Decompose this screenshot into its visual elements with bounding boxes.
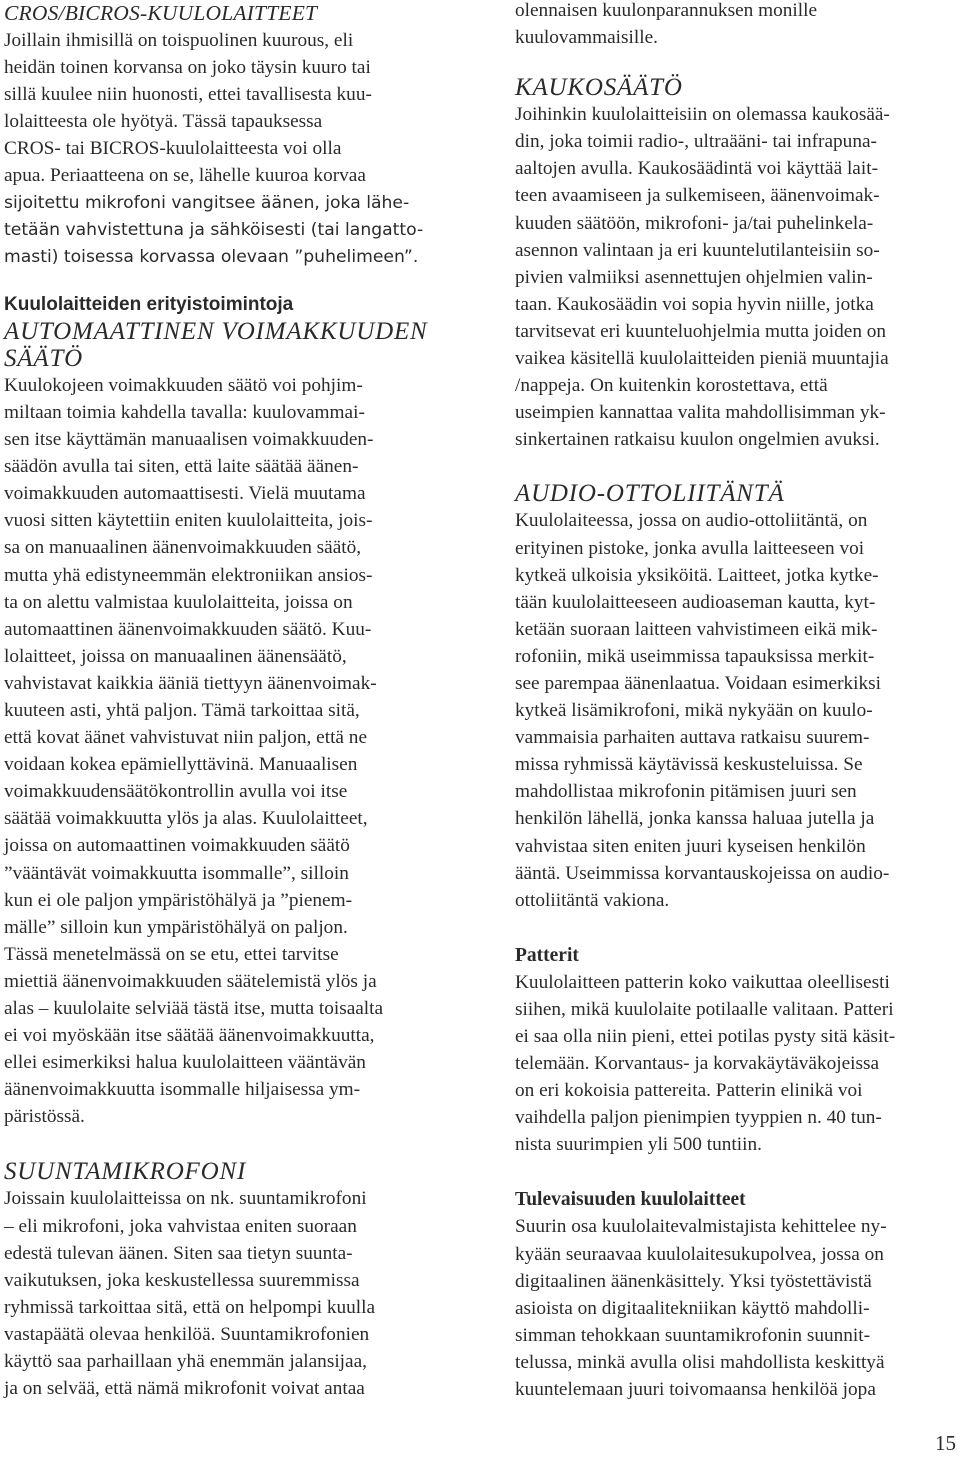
text-line: erityinen pistoke, jonka avulla laitteeseen voi [515, 537, 865, 559]
text-line: ottoliitäntä vakiona. [515, 889, 670, 911]
text-line: ta on alettu valmistaa kuulolaitteita, joissa on [4, 591, 353, 613]
text-line: ei saa olla niin pieni, ettei potilas pysty sitä käsit- [515, 1026, 896, 1047]
text-line: vammaisia parhaiten auttava ratkaisu suurem- [515, 727, 870, 749]
text-line: sinkertainen ratkaisu kuulon ongelmien avuksi. [515, 429, 880, 451]
text-line: sen itse käyttämän manuaalisen voimakkuuden- [4, 429, 374, 451]
text-line: – eli mikrofoni, joka vahvistaa eniten suoraan [4, 1215, 357, 1237]
section-heading: Patterit [515, 944, 579, 966]
text-line: että kovat äänet vahvistuvat niin paljon, että ne [4, 727, 368, 749]
text-line: heidän toinen korvansa on joko täysin kuuro tai [4, 57, 371, 79]
section-heading: Kuulolaitteiden erityistoimintoja [4, 293, 294, 315]
text-line: alas – kuulolaite selviää tästä itse, mutta toisaalta [4, 998, 384, 1019]
text-line: aaltojen avulla. Kaukosäädintä voi käyttää lait- [515, 158, 878, 180]
text-line: mälle” silloin kun ympäristöhälyä on paljon. [4, 916, 348, 938]
page-number: 15 [935, 1431, 956, 1455]
text-line: Kuulolaiteessa, jossa on audio-ottoliitäntä, on [515, 510, 868, 532]
text-line: teen avaamiseen ja sulkemiseen, äänenvoimak- [515, 185, 880, 207]
text-line: sijoitettu mikrofoni vangitsee äänen, joka lähe- [4, 192, 410, 213]
text-line: Suurin osa kuulolaitevalmistajista kehittelee ny- [515, 1216, 887, 1238]
text-line: asennon valintaan ja eri kuuntelutilanteisiin so- [515, 239, 880, 261]
text-line: voidaan kokea epämiellyttävinä. Manuaalisen [4, 754, 358, 776]
text-line: edestä tulevan äänen. Siten saa tietyn suunta- [4, 1242, 353, 1264]
text-line: CROS- tai BICROS-kuulolaitteesta voi olla [4, 138, 342, 160]
text-line: vahvistavat kaikkia ääniä tiettyyn äänenvoimak- [4, 672, 377, 694]
text-line: kuulovammaisille. [515, 27, 658, 49]
text-line: ei voi myöskään itse säätää äänenvoimakkuutta, [4, 1025, 375, 1047]
text-line: Kuulolaitteen patterin koko vaikuttaa oleellisesti [515, 971, 890, 993]
text-line: vaihdella paljon pienimpien tyyppien n. 40 tun- [515, 1107, 882, 1129]
continuation-text [515, 0, 957, 51]
text-line: simman tehokkaan suuntamikrofonin suunnit- [515, 1324, 871, 1346]
text-line: päristössä. [4, 1106, 85, 1128]
section-heading: AUDIO-OTTOLIITÄNTÄ [515, 480, 785, 508]
section-heading: KAUKOSÄÄTÖ [515, 74, 683, 102]
text-line: lolaitteet, joissa on manuaalinen äänensäätö, [4, 645, 347, 667]
section-heading: CROS/BICROS-KUULOLAITTEET [4, 1, 318, 25]
text-line: ryhmissä tarkoittaa sitä, että on helpompi kuulla [4, 1296, 376, 1318]
text-line: asioista on digitaalitekniikan käyttö mahdolli- [515, 1297, 870, 1319]
text-line: säätää voimakkuutta ylös ja alas. Kuulolaitteet, [4, 808, 368, 830]
text-line: tetään vahvistettuna ja sähköisesti (tai langatto- [4, 219, 424, 240]
text-line: siihen, mikä kuulolaite potilaalle valitaan. Patteri [515, 998, 894, 1020]
text-line: nista suurimpien yli 500 tuntiin. [515, 1134, 762, 1156]
text-line: Joihinkin kuulolaitteisiin on olemassa kaukosää- [515, 104, 890, 126]
text-line: äänenvoimakkuutta isommalle hiljaisessa ym- [4, 1079, 361, 1101]
text-line: ja on selvää, että nämä mikrofonit voivat antaa [4, 1378, 365, 1400]
text-line: käyttö saa parhaillaan yhä enemmän jalansijaa, [4, 1351, 367, 1373]
text-line: kytkeä ulkoisia yksiköitä. Laitteet, jotka kytke- [515, 564, 879, 586]
text-line: sillä kuulee niin huonosti, ettei tavallisesta kuu- [4, 84, 372, 106]
text-line: sa on manuaalinen äänenvoimakkuuden säätö, [4, 537, 362, 559]
text-line: masti) toisessa korvassa olevaan ”puhelimeen”. [4, 246, 419, 267]
text-line: /nappeja. On kuitenkin korostettava, että [515, 375, 828, 397]
text-line: vahvistaa siten eniten juuri kyseisen henkilön [515, 835, 866, 857]
text-line: vaikutuksen, joka keskustellessa suuremmissa [4, 1269, 360, 1291]
text-line: mahdollistaa mikrofonin pitämisen juuri sen [515, 781, 857, 803]
text-line: see parempaa äänenlaatua. Voidaan esimerkiksi [515, 672, 882, 694]
text-line: lolaitteesta ole hyötyä. Tässä tapauksessa [4, 111, 323, 133]
text-line: mutta yhä edistyneemmän elektroniikan ansios- [4, 564, 373, 586]
text-line: kuuteen asti, yhtä paljon. Tämä tarkoittaa sitä, [4, 699, 360, 721]
text-line: kyään seuraavaa kuulolaitesukupolvea, jossa on [515, 1243, 884, 1265]
text-line: on eri kokoisia pattereita. Patterin elinikä voi [515, 1080, 863, 1102]
left-column [4, 0, 446, 1402]
text-line: Kuulokojeen voimakkuuden säätö voi pohjim- [4, 374, 363, 396]
text-line: voimakkuudensäätökontrollin avulla voi itse [4, 781, 348, 803]
text-line: ellei esimerkiksi halua kuulolaitteen vääntävän [4, 1052, 366, 1074]
text-line: vaikea käsitellä kuulolaitteiden pieniä muuntajia [515, 348, 889, 370]
text-line: ääntä. Useimmissa korvantauskojeissa on audio- [515, 862, 890, 884]
text-line: taan. Kaukosäädin voi sopia hyvin niille, jotka [515, 293, 874, 315]
text-line: ketään suoraan laitteen vahvistimeen eikä mik- [515, 618, 878, 640]
text-line: tarvitsevat eri kuunteluohjelmia mutta joiden on [515, 320, 887, 342]
section-heading: SUUNTAMIKROFONI [4, 1158, 247, 1186]
section-directional-microphone [4, 1158, 446, 1402]
section-remote-control [515, 74, 957, 453]
section-future-hearing-aids [515, 1186, 957, 1403]
text-line: Joillain ihmisillä on toispuolinen kuurous, eli [4, 30, 354, 51]
right-column [515, 0, 957, 1403]
text-line: automaattinen äänenvoimakkuuden säätö. Kuu- [4, 618, 372, 640]
text-line: Joissain kuulolaitteissa on nk. suuntamikrofoni [4, 1188, 367, 1210]
text-line: digitaalinen äänenkäsittely. Yksi työstettävistä [515, 1270, 872, 1292]
section-cros [4, 0, 446, 271]
section-heading: Tulevaisuuden kuulolaitteet [515, 1189, 746, 1211]
text-line: kun ei ole paljon ympäristöhälyä ja ”pienem- [4, 889, 353, 911]
text-line: joissa on automaattinen voimakkuuden säätö [4, 835, 350, 857]
text-line: apua. Periaatteena on se, lähelle kuuroa korvaa [4, 165, 366, 187]
text-line: Tässä menetelmässä on se etu, ettei tarvitse [4, 943, 339, 965]
text-line: missa ryhmissä käytävissä keskusteluissa. Se [515, 754, 863, 776]
text-line: useimpien kannattaa valita mahdollisimman yk- [515, 402, 886, 424]
text-line: henkilön lähellä, jonka kanssa haluaa jutella ja [515, 808, 875, 830]
text-line: ”vääntävät voimakkuutta isommalle”, silloin [4, 862, 349, 884]
section-special-functions [4, 291, 446, 1131]
text-line: voimakkuuden automaattisesti. Vielä muutama [4, 483, 366, 505]
section-audio-input [515, 480, 957, 913]
text-line: vastapäätä olevaa henkilöä. Suuntamikrofonien [4, 1323, 370, 1345]
text-line: kuuntelemaan juuri toivomaansa henkilöä jopa [515, 1379, 876, 1401]
text-line: kuuden säätöön, mikrofoni- ja/tai puhelinkela- [515, 212, 874, 234]
subsection-heading: SÄÄTÖ [4, 344, 83, 372]
subsection-heading: AUTOMAATTINEN VOIMAKKUUDEN [4, 317, 428, 345]
text-line: olennaisen kuulonparannuksen monille [515, 0, 818, 21]
text-line: telemään. Korvantaus- ja korvakäytäväkojeissa [515, 1053, 880, 1075]
text-line: tään kuulolaitteeseen audioaseman kautta, kyt- [515, 591, 876, 613]
text-line: miettiä äänenvoimakkuuden säätelemistä ylös ja [4, 970, 377, 992]
text-line: rofoniin, mikä useimmissa tapauksissa merkit- [515, 645, 875, 667]
text-line: din, joka toimii radio-, ultraääni- tai infrapuna- [515, 131, 877, 153]
text-line: vuosi sitten käytettiin eniten kuulolaitteita, jois- [4, 510, 373, 532]
text-line: pivien valmiiksi asennettujen ohjelmien valin- [515, 266, 873, 288]
text-line: kytkeä lisämikrofoni, mikä nykyään on kuulo- [515, 700, 873, 722]
section-batteries [515, 942, 957, 1159]
text-line: telussa, minkä avulla olisi mahdollista keskittyä [515, 1351, 885, 1373]
text-line: säädön avulla tai siten, että laite säätää äänen- [4, 456, 359, 478]
text-line: miltaan toimia kahdella tavalla: kuulovammai- [4, 401, 365, 423]
